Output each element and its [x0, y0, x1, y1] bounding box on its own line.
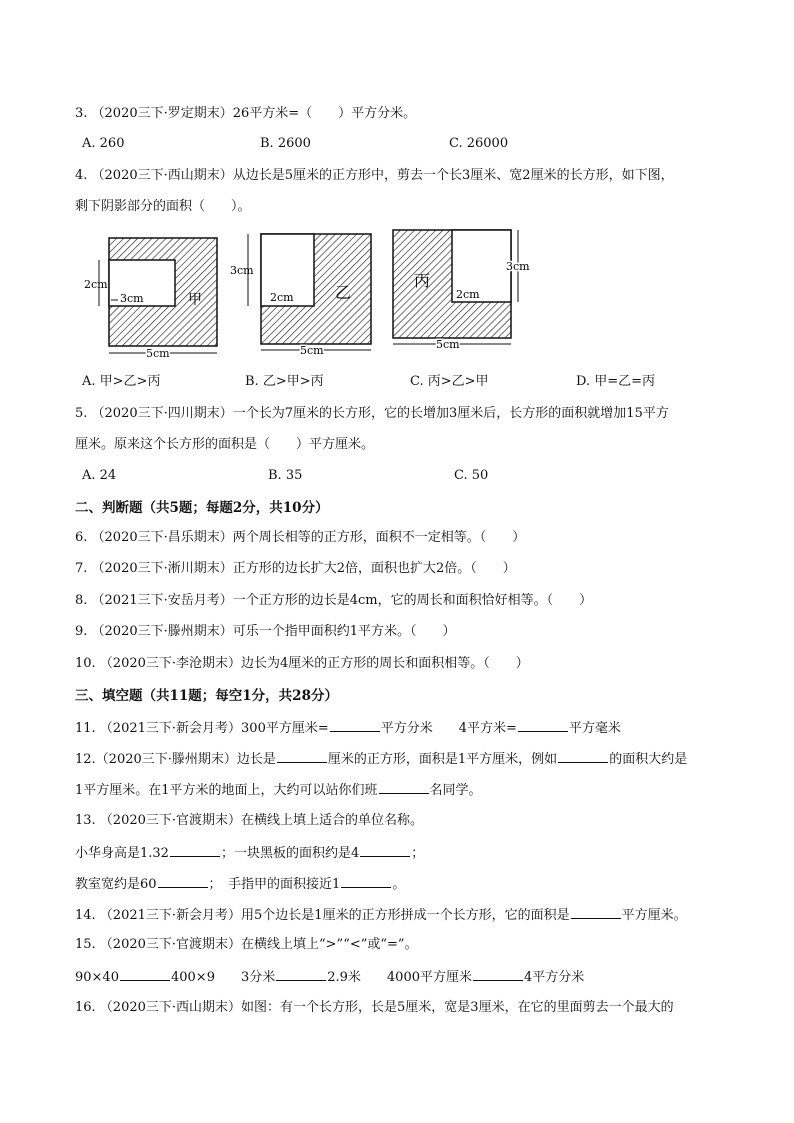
- q3-option-b: B. 2600: [260, 136, 311, 151]
- answer-blank[interactable]: [277, 748, 327, 763]
- answer-blank[interactable]: [558, 748, 608, 763]
- question-4-line1: 4. （2020三下·西山期末）从边长是5厘米的正方形中，剪去一个长3厘米、宽2厘米的长方形，如下图，: [75, 168, 674, 183]
- bing-name-label: 丙: [414, 271, 431, 290]
- jia-side-label: 5cm: [146, 347, 170, 358]
- q15-text-b: 400×9 3分米: [170, 970, 276, 985]
- question-9: 9. （2020三下·滕州期末）可乐一个指甲面积约1平方米。（ ）: [75, 624, 456, 639]
- answer-blank[interactable]: [170, 842, 220, 857]
- yi-name-label: 乙: [335, 283, 352, 302]
- bing-side-label: 5cm: [436, 338, 460, 351]
- question-13-line2: [75, 873, 405, 895]
- figure-jia: [84, 228, 224, 362]
- answer-blank[interactable]: [379, 779, 429, 794]
- section-3-heading: 三、填空题（共11题；每空1分，共28分）: [75, 688, 338, 704]
- question-14: [75, 904, 687, 926]
- q13-text-d: 教室宽约是60: [75, 877, 157, 892]
- q11-text-c: 平方毫米: [568, 721, 621, 736]
- question-16: 16. （2020三下·西山期末）如图：有一个长方形，长是5厘米，宽是3厘米，在它的里面剪去一个最大的: [75, 1000, 674, 1015]
- question-12-line2: [75, 779, 482, 801]
- question-10: 10. （2020三下·李沧期末）边长为4厘米的正方形的周长和面积相等。（ ）: [75, 656, 529, 671]
- question-8: 8. （2021三下·安岳月考）一个正方形的边长是4cm，它的周长和面积恰好相等。（ ）: [75, 593, 593, 608]
- q5-option-c: C. 50: [454, 468, 489, 483]
- jia-name-label: 甲: [188, 292, 202, 308]
- q3-option-c: C. 26000: [449, 136, 509, 151]
- figure-yi: [228, 228, 378, 362]
- q15-text-a: 90×40: [75, 970, 119, 985]
- q11-text-b: 平方分米 4平方米=: [380, 721, 517, 736]
- section-2-heading: 二、判断题（共5题；每题2分，共10分）: [75, 500, 329, 516]
- question-12-line1: [75, 748, 687, 770]
- q4-option-b: B. 乙>甲>丙: [245, 374, 324, 389]
- q4-option-a: A. 甲>乙>丙: [82, 374, 161, 389]
- yi-side-label: 5cm: [300, 344, 324, 357]
- q12-text-b: 厘米的正方形，面积是1平方厘米，例如: [327, 752, 558, 767]
- q12-text-a: 12.（2020三下·滕州期末）边长是: [75, 752, 276, 767]
- q14-text-b: 平方厘米。: [621, 908, 687, 923]
- q13-text-e: ； 手指甲的面积接近1: [208, 877, 341, 892]
- answer-blank[interactable]: [330, 717, 380, 732]
- answer-blank[interactable]: [341, 873, 391, 888]
- answer-blank[interactable]: [473, 966, 523, 981]
- q13-text-a: 小华身高是1.32: [75, 846, 169, 861]
- question-15-line1: [75, 966, 584, 988]
- q4-option-c: C. 丙>乙>甲: [410, 374, 489, 389]
- jia-height-label: 2cm: [84, 278, 108, 291]
- question-5-line1: 5. （2020三下·四川期末）一个长为7厘米的长方形，它的长增加3厘米后，长方形的面积就增加15平方: [75, 406, 669, 421]
- question-11: [75, 717, 621, 739]
- question-15-title: 15. （2020三下·官渡期末）在横线上填上“>”“<”或“=”。: [75, 937, 418, 952]
- question-5-line2: 厘米。原来这个长方形的面积是（ ）平方厘米。: [75, 437, 375, 452]
- question-3: 3. （2020三下·罗定期末）26平方米=（ ）平方分米。: [75, 106, 417, 121]
- q14-text-a: 14. （2021三下·新会月考）用5个边长是1厘米的正方形拼成一个长方形，它的面积是: [75, 908, 570, 923]
- q12-text-e: 名同学。: [429, 783, 482, 798]
- q5-option-b: B. 35: [268, 468, 303, 483]
- answer-blank[interactable]: [571, 904, 621, 919]
- answer-blank[interactable]: [158, 873, 208, 888]
- q12-text-c: 的面积大约是: [609, 752, 688, 767]
- q13-text-b: ；一块黑板的面积约是4: [220, 846, 360, 861]
- jia-width-label: 3cm: [120, 292, 144, 305]
- yi-height-label: 3cm: [230, 264, 254, 277]
- q12-text-d: 1平方厘米。在1平方米的地面上，大约可以站你们班: [75, 783, 378, 798]
- answer-blank[interactable]: [518, 717, 568, 732]
- question-4-line2: 剩下阴影部分的面积（ ）。: [75, 199, 251, 214]
- bing-width-label: 2cm: [456, 288, 480, 301]
- q11-text-a: 11. （2021三下·新会月考）300平方厘米=: [75, 721, 329, 736]
- answer-blank[interactable]: [120, 966, 170, 981]
- q15-text-c: 2.9米 4000平方厘米: [327, 970, 472, 985]
- answer-blank[interactable]: [360, 842, 410, 857]
- question-13-line1: [75, 842, 424, 864]
- q13-text-c: ；: [411, 846, 425, 861]
- question-7: 7. （2020三下·淅川期末）正方形的边长扩大2倍，面积也扩大2倍。（ ）: [75, 561, 516, 576]
- question-13-title: 13. （2020三下·官渡期末）在横线上填上适合的单位名称。: [75, 813, 424, 828]
- q3-option-a: A. 260: [82, 136, 125, 151]
- bing-height-label: 3cm: [506, 260, 530, 273]
- q15-text-d: 4平方分米: [524, 970, 585, 985]
- q13-text-f: 。: [392, 877, 406, 892]
- q4-option-d: D. 甲=乙=丙: [576, 374, 656, 389]
- answer-blank[interactable]: [276, 966, 326, 981]
- q5-option-a: A. 24: [82, 468, 117, 483]
- question-6: 6. （2020三下·昌乐期末）两个周长相等的正方形，面积不一定相等。（ ）: [75, 530, 526, 545]
- figure-bing: [388, 228, 538, 362]
- yi-width-label: 2cm: [270, 291, 294, 304]
